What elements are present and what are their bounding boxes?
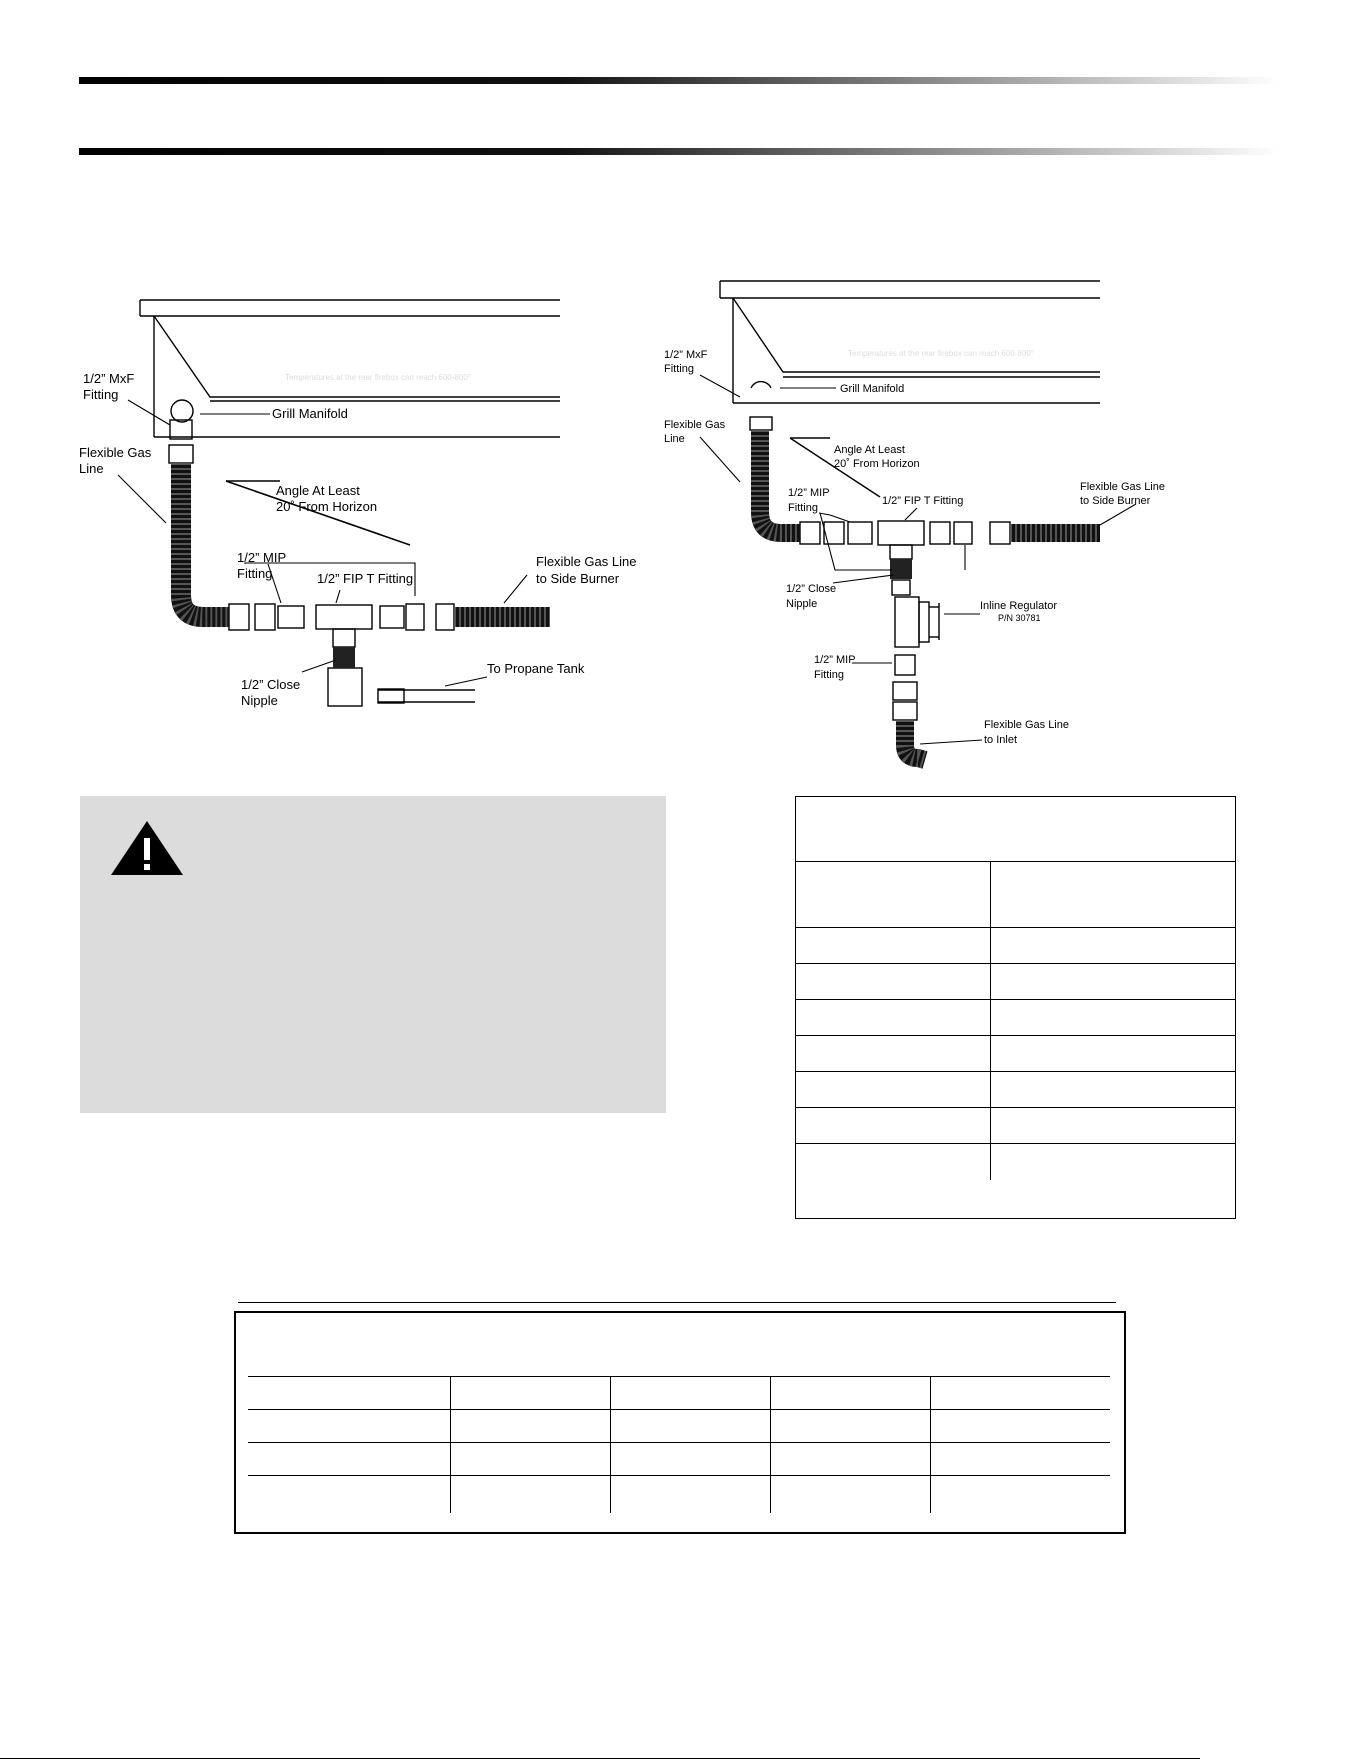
left-mxf-label: 1/2” MxF [83, 371, 135, 386]
right-mip2-label: 1/2” MIP [814, 654, 856, 666]
table-row [796, 1036, 1235, 1072]
right-angle-label-2: 20˚ From Horizon [834, 458, 920, 470]
right-regulator-label: Inline Regulator [980, 600, 1058, 612]
right-gas-line-diagram [0, 0, 1361, 800]
right-mxf-label: 1/2” MxF [664, 349, 708, 361]
right-flex-label-2: Line [664, 433, 685, 445]
left-side-label-2: to Side Burner [536, 571, 620, 586]
left-nipple-label-2: Nipple [241, 693, 278, 708]
table-row [248, 1376, 1110, 1409]
left-angle-label-2: 20˚ From Horizon [276, 499, 378, 514]
bottom-table-grid [248, 1376, 1110, 1513]
bottom-table [234, 1311, 1126, 1534]
left-manifold-label: Grill Manifold [272, 406, 348, 421]
left-angle-label: Angle At Least [276, 483, 360, 498]
right-inlet-label: Flexible Gas Line [984, 719, 1069, 731]
right-inlet-label-2: to Inlet [984, 734, 1018, 746]
right-side-label-2: to Side Burner [1080, 495, 1151, 507]
right-regulator-pn: P/N 30781 [998, 613, 1041, 623]
left-mxf-label-2: Fitting [83, 387, 119, 402]
left-fipt-label: 1/2” FIP T Fitting [317, 571, 414, 586]
table-row [248, 1409, 1110, 1442]
right-nipple-label-2: Nipple [786, 598, 818, 610]
table-row [796, 964, 1235, 1000]
table-row [248, 1475, 1110, 1513]
right-mip-label: 1/2” MIP [788, 487, 830, 499]
right-fipt-label: 1/2” FIP T Fitting [882, 495, 964, 507]
table-row [796, 1000, 1235, 1036]
table-row [796, 1108, 1235, 1144]
table-row [796, 862, 1235, 928]
warning-box [80, 796, 666, 1113]
table-row [248, 1442, 1110, 1475]
side-table [795, 796, 1236, 1219]
right-hint-text: Temperatures at the rear firebox can reach 600-800° [848, 349, 1034, 358]
table-row [796, 928, 1235, 964]
right-angle-label: Angle At Least [834, 444, 905, 456]
left-flex-label: Flexible Gas [79, 445, 152, 460]
right-manifold-label: Grill Manifold [840, 383, 905, 395]
side-table-header [796, 797, 1235, 862]
right-side-label: Flexible Gas Line [1080, 481, 1165, 493]
left-hint-text: Temperatures at the rear firebox can reach 600-800° [285, 373, 471, 382]
left-mip-label: 1/2” MIP [237, 550, 287, 565]
left-side-label: Flexible Gas Line [536, 554, 637, 569]
right-flex-label: Flexible Gas [664, 419, 726, 431]
warning-triangle-icon [108, 818, 186, 878]
right-mxf-label-2: Fitting [664, 363, 694, 375]
left-mip-label-2: Fitting [237, 566, 273, 581]
right-nipple-label: 1/2” Close [786, 583, 837, 595]
right-mip-label-2: Fitting [788, 502, 818, 514]
left-nipple-label: 1/2” Close [241, 677, 301, 692]
right-mip2-label-2: Fitting [814, 669, 844, 681]
table-row [796, 1144, 1235, 1180]
left-flex-label-2: Line [79, 461, 104, 476]
bottom-table-rule [238, 1302, 1116, 1303]
footer-rule [0, 1758, 1200, 1759]
table-row [796, 1072, 1235, 1108]
left-tank-label: To Propane Tank [487, 661, 585, 676]
